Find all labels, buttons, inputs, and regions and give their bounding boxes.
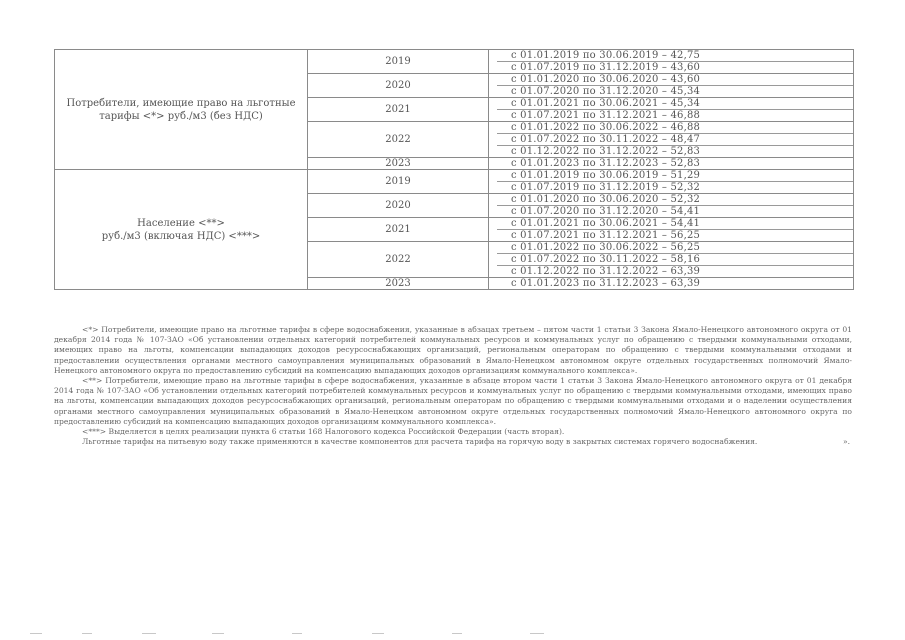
- tariff-row: [55, 50, 854, 74]
- tariff-period: с 01.01.2021 по 30.06.2021 – 54,41: [511, 218, 701, 229]
- tariff-row: [55, 170, 854, 194]
- periods-cell: [489, 170, 854, 194]
- tariff-period: с 01.07.2019 по 31.12.2019 – 52,32: [497, 181, 853, 193]
- year-cell: 2019: [308, 50, 489, 74]
- periods-cell: [489, 74, 854, 98]
- tariff-period: с 01.01.2022 по 30.06.2022 – 56,25: [511, 242, 701, 253]
- year-cell: 2022: [308, 122, 489, 158]
- tariff-table: [54, 49, 854, 290]
- footnote-2: <**> Потребители, имеющие право на льготные тарифы в сфере водоснабжения, указанные в абзаце втором части 1 статьи 3 Закона Ямало-Ненецкого автономного округа от 01 декабря 2014 года № 107-ЗАО «Об установлении отдельных категорий потребителей коммунальных ресурсов и коммунальных услуг по обращению с твердыми коммунальными отходами, имеющих право на льготы, компенсации выпадающих доходов ресурсоснабжающих организаций, региональным операторам по обращению с твердыми коммунальными отходами и о наделении осуществления органами местного самоуправления муниципальных образований в Ямало-Ненецком автономном округе отдельных государственных полномочий Ямало-Ненецкого автономного округа по предоставлению субсидий на компенсацию выпадающих доходов организациям коммунального комплекса».: [54, 376, 852, 426]
- tariff-period: с 01.12.2022 по 31.12.2022 – 52,83: [497, 145, 853, 157]
- periods-cell: [489, 122, 854, 158]
- tariff-period: с 01.07.2022 по 30.11.2022 – 58,16: [497, 253, 853, 265]
- year-cell: 2021: [308, 218, 489, 242]
- tariff-period: с 01.07.2021 по 31.12.2021 – 46,88: [497, 109, 853, 121]
- tariff-period: с 01.01.2023 по 31.12.2023 – 52,83: [511, 158, 701, 169]
- tariff-period: с 01.07.2022 по 30.11.2022 – 48,47: [497, 133, 853, 145]
- tariff-period: с 01.01.2022 по 30.06.2022 – 46,88: [511, 122, 701, 133]
- tariff-period: с 01.01.2021 по 30.06.2021 – 45,34: [511, 98, 701, 109]
- tariff-period: с 01.07.2020 по 31.12.2020 – 45,34: [497, 85, 853, 97]
- tariff-period: с 01.12.2022 по 31.12.2022 – 63,39: [497, 265, 853, 277]
- tariff-period: с 01.01.2019 по 30.06.2019 – 51,29: [511, 170, 701, 181]
- periods-cell: [489, 194, 854, 218]
- consumer-group-unit: руб./м3 (включая НДС) <***>: [101, 230, 261, 242]
- tariff-period: с 01.07.2020 по 31.12.2020 – 54,41: [497, 205, 853, 217]
- periods-cell: [489, 98, 854, 122]
- year-cell: 2020: [308, 74, 489, 98]
- year-cell: 2023: [308, 278, 489, 290]
- tariff-period: с 01.01.2020 по 30.06.2020 – 43,60: [511, 74, 701, 85]
- footnote-1: <*> Потребители, имеющие право на льготные тарифы в сфере водоснабжения, указанные в абзацах третьем – пятом части 1 статьи 3 Закона Ямало-Ненецкого автономного округа от 01 декабря 2014 года № 107-ЗАО «Об установлении отдельных категорий потребителей коммунальных ресурсов и коммунальных услуг по обращению с твердыми коммунальными отходами, имеющих право на льготы, компенсации выпадающих доходов ресурсоснабжающих организаций, региональным операторам по обращению с твердыми коммунальными отходами и предоставлении осуществления органами местного самоуправления муниципальных образований в Ямало-Ненецком автономном округе отдельных государственных полномочий Ямало-Ненецкого автономного округа по предоставлению субсидий на компенсацию выпадающих доходов организациям коммунального комплекса».: [54, 325, 852, 375]
- consumer-group-cell: [55, 170, 308, 290]
- year-cell: 2019: [308, 170, 489, 194]
- consumer-group-cell: [55, 50, 308, 170]
- tariff-period: с 01.01.2023 по 31.12.2023 – 63,39: [511, 278, 701, 289]
- tariff-period: с 01.01.2020 по 30.06.2020 – 52,32: [511, 194, 701, 205]
- footnote-3: <***> Выделяется в целях реализации пункта 6 статьи 168 Налогового кодекса Российской Федерации (часть вторая).: [82, 427, 565, 437]
- year-cell: 2021: [308, 98, 489, 122]
- scan-artifacts: [0, 628, 905, 640]
- consumer-group-unit: тарифы <*> руб./м3 (без НДС): [99, 110, 263, 122]
- footnote-4: Льготные тарифы на питьевую воду также применяются в качестве компонентов для расчета тарифа на горячую воду в закрытых системах горячего водоснабжения.: [82, 437, 758, 447]
- year-cell: 2020: [308, 194, 489, 218]
- tariff-period: с 01.07.2019 по 31.12.2019 – 43,60: [497, 61, 853, 73]
- consumer-group-label: Население <**>: [137, 217, 225, 229]
- tariff-period: с 01.01.2019 по 30.06.2019 – 42,75: [511, 50, 701, 61]
- consumer-group-label: Потребители, имеющие право на льготные: [66, 97, 296, 109]
- periods-cell: [489, 278, 854, 290]
- periods-cell: [489, 50, 854, 74]
- footnotes: [54, 325, 852, 447]
- tariff-period: с 01.07.2021 по 31.12.2021 – 56,25: [497, 229, 853, 241]
- year-cell: 2023: [308, 158, 489, 170]
- periods-cell: [489, 218, 854, 242]
- year-cell: 2022: [308, 242, 489, 278]
- periods-cell: [489, 158, 854, 170]
- closing-quote: ».: [842, 437, 850, 447]
- periods-cell: [489, 242, 854, 278]
